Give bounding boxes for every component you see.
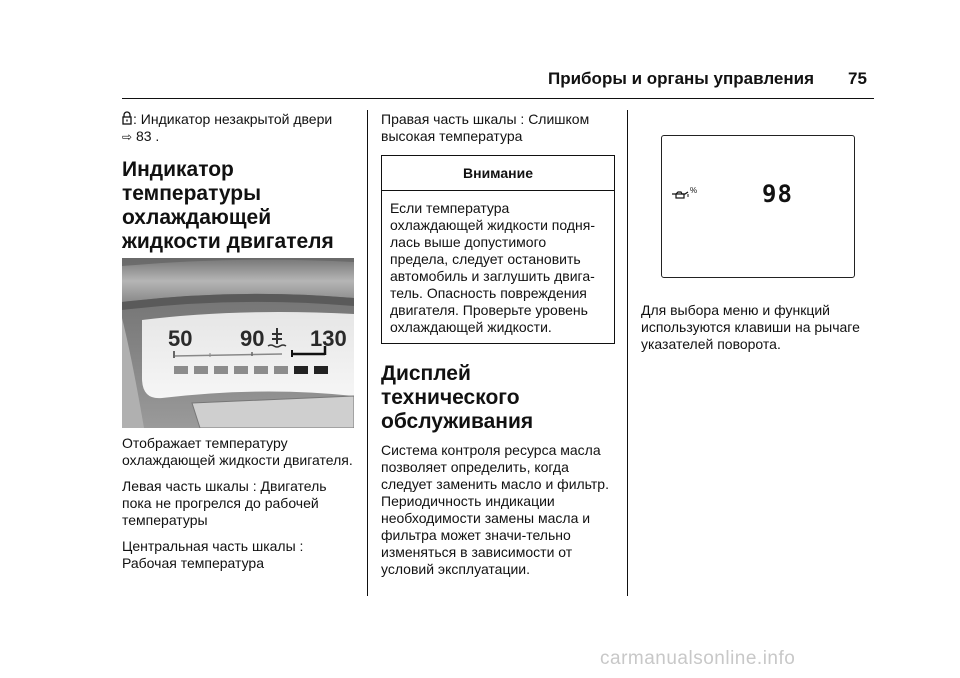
page-header-title: Приборы и органы управления	[548, 69, 815, 88]
oil-can-icon	[670, 190, 690, 200]
service-display-illustration	[661, 135, 855, 278]
page-ref-arrow-icon: ⇨	[122, 130, 133, 144]
gauge-right-part: Правая часть шкалы : Слишком высокая температура	[381, 111, 590, 144]
warning-text: Если температура охлаждающей жидкости подня-лась выше допустимого предела, следует остановить автомобиль и заглушить двига-тель. Опасность повреждения двигателя. Проверьте уровень охлаждающей жидкости.	[390, 200, 596, 335]
left-column	[122, 111, 358, 254]
coolant-temp-heading: Индикатор температуры охлаждающей жидкости двигателя	[122, 158, 334, 253]
watermark-text: carmanualsonline.info	[600, 648, 796, 669]
door-indicator-text: : Индикатор незакрытой двери	[133, 111, 333, 127]
menu-selection-paragraph: Для выбора меню и функций используются клавиши на рычаге указателей поворота.	[641, 302, 860, 352]
door-indicator-paragraph	[122, 111, 358, 146]
gauge-left-part: Левая часть шкалы : Двигатель пока не прогрелся до рабочей температуры	[122, 478, 327, 528]
right-column	[641, 302, 881, 362]
middle-column	[381, 111, 615, 587]
column-divider-2	[627, 110, 628, 596]
door-lock-icon	[122, 111, 132, 126]
gauge-tick-130: 130	[310, 326, 347, 351]
page-number: 75	[848, 69, 867, 88]
gauge-description: Отображает температуру охлаждающей жидкости двигателя.	[122, 435, 353, 468]
oil-life-paragraph: Система контроля ресурса масла позволяет определить, когда следует заменить масло и фильтр. Периодичность индикации необходимости замены масла и фильтра может значи-тельно изменяться в зависимости от условий эксплуатации.	[381, 442, 609, 577]
gauge-tick-50: 50	[168, 326, 193, 351]
oil-life-unit: %	[690, 186, 698, 195]
warning-title: Внимание	[382, 156, 614, 191]
column-divider-1	[367, 110, 368, 596]
service-display-heading: Дисплей технического обслуживания	[381, 362, 534, 433]
left-column-lower	[122, 435, 358, 581]
oil-life-value: 98	[762, 180, 793, 208]
door-page-reference[interactable]: 83 .	[135, 128, 160, 144]
coolant-gauge-illustration	[122, 258, 354, 428]
gauge-tick-90: 90	[240, 326, 265, 351]
header-rule	[122, 98, 874, 99]
gauge-center-part: Центральная часть шкалы : Рабочая температура	[122, 538, 304, 571]
warning-box	[381, 155, 615, 344]
